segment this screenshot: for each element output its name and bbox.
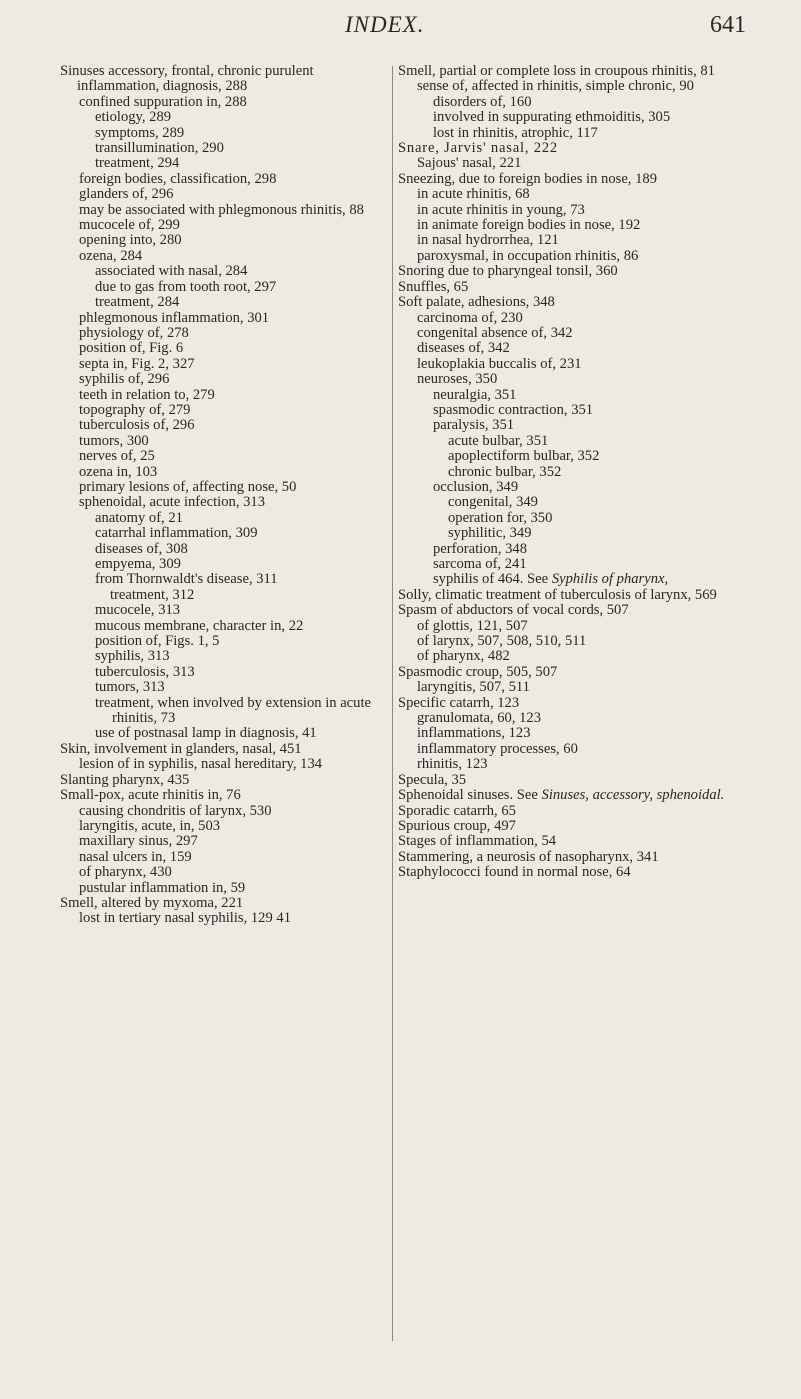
entry-text: involved in suppurating ethmoiditis, 305 bbox=[433, 109, 671, 126]
index-subentry bbox=[398, 680, 770, 695]
index-subentry bbox=[398, 418, 770, 433]
entry-text: symptoms, 289 bbox=[95, 124, 185, 141]
index-subentry bbox=[60, 804, 390, 819]
index-subentry bbox=[60, 372, 390, 387]
entry-text: granulomata, 60, 123 bbox=[417, 710, 542, 727]
entry-text: treatment, 294 bbox=[95, 155, 180, 172]
index-subentry bbox=[60, 665, 390, 680]
index-entry bbox=[398, 295, 770, 310]
entry-text: disorders of, 160 bbox=[433, 93, 532, 110]
index-subentry bbox=[60, 619, 390, 634]
entry-text: perforation, 348 bbox=[433, 540, 528, 557]
index-subentry bbox=[60, 480, 390, 495]
index-subentry bbox=[60, 311, 390, 326]
index-subentry bbox=[398, 341, 770, 356]
entry-text: in acute rhinitis in young, 73 bbox=[417, 201, 585, 218]
entry-text: glanders of, 296 bbox=[79, 186, 174, 203]
entry-text: Sneezing, due to foreign bodies in nose, 189 bbox=[398, 170, 657, 187]
page-number: 641 bbox=[710, 12, 746, 38]
entry-text: position of, Figs. 1, 5 bbox=[95, 633, 220, 650]
entry-text: treatment, 284 bbox=[95, 294, 180, 311]
index-subentry bbox=[60, 511, 390, 526]
index-entry bbox=[398, 280, 770, 295]
index-subentry bbox=[60, 95, 390, 110]
page-header bbox=[0, 12, 801, 52]
index-subentry bbox=[60, 249, 390, 264]
entry-text: of glottis, 121, 507 bbox=[417, 617, 528, 634]
index-subentry bbox=[398, 79, 770, 94]
entry-text: sarcoma of, 241 bbox=[433, 556, 527, 572]
entry-text: Smell, partial or complete loss in croupous rhinitis, 81 bbox=[398, 63, 715, 79]
entry-text: anatomy of, 21 bbox=[95, 509, 183, 526]
cross-reference: Sinuses, accessory, sphenoidal. bbox=[541, 787, 725, 804]
entry-text: etiology, 289 bbox=[95, 109, 172, 126]
entry-text: in animate foreign bodies in nose, 192 bbox=[417, 217, 641, 234]
index-subentry bbox=[398, 326, 770, 341]
index-subentry bbox=[60, 603, 390, 618]
index-subentry bbox=[398, 619, 770, 634]
entry-text: mucocele of, 299 bbox=[79, 217, 180, 234]
index-entry bbox=[398, 665, 770, 680]
entry-text: in nasal hydrorrhea, 121 bbox=[417, 232, 559, 249]
entry-text: Smell, altered by myxoma, 221 bbox=[60, 894, 244, 911]
index-subentry bbox=[398, 233, 770, 248]
index-entry bbox=[60, 773, 390, 788]
entry-text: lesion of in syphilis, nasal hereditary, 134 bbox=[79, 756, 323, 773]
entry-text: ozena, 284 bbox=[79, 247, 143, 264]
index-subentry bbox=[60, 264, 390, 279]
entry-text: lost in rhinitis, atrophic, 117 bbox=[433, 124, 598, 141]
entry-text: leukoplakia buccalis of, 231 bbox=[417, 355, 582, 372]
entry-text: paroxysmal, in occupation rhinitis, 86 bbox=[417, 247, 639, 264]
index-subentry bbox=[398, 403, 770, 418]
index-subentry bbox=[60, 465, 390, 480]
entry-text: spasmodic contraction, 351 bbox=[433, 401, 594, 418]
entry-text: Slanting pharynx, 435 bbox=[60, 771, 190, 788]
index-subentry bbox=[60, 341, 390, 356]
running-title: INDEX. bbox=[345, 12, 425, 37]
index-subentry bbox=[60, 326, 390, 341]
entry-text: foreign bodies, classification, 298 bbox=[79, 170, 277, 187]
entry-text: nerves of, 25 bbox=[79, 448, 155, 465]
index-subentry bbox=[398, 526, 770, 541]
index-subentry bbox=[60, 850, 390, 865]
index-entry bbox=[398, 264, 770, 279]
entry-text: laryngitis, 507, 511 bbox=[417, 679, 530, 696]
index-subentry bbox=[60, 126, 390, 141]
entry-text: position of, Fig. 6 bbox=[79, 340, 184, 357]
index-subentry bbox=[398, 95, 770, 110]
entry-text: apoplectiform bulbar, 352 bbox=[448, 448, 600, 465]
index-subentry bbox=[60, 757, 390, 772]
entry-text: treatment, when involved by extension in acute rhinitis, 73 bbox=[95, 694, 371, 727]
entry-text: causing chondritis of larynx, 530 bbox=[79, 802, 272, 819]
entry-text: operation for, 350 bbox=[448, 509, 553, 526]
entry-text: Soft palate, adhesions, 348 bbox=[398, 294, 555, 311]
index-subentry bbox=[60, 418, 390, 433]
entry-text: ozena in, 103 bbox=[79, 463, 158, 480]
index-entry bbox=[398, 788, 770, 803]
index-entry bbox=[398, 804, 770, 819]
index-subentry bbox=[60, 156, 390, 171]
entry-text: mucous membrane, character in, 22 bbox=[95, 617, 304, 634]
entry-text: Solly, climatic treatment of tuberculosis of larynx, 569 bbox=[398, 586, 717, 603]
entry-text: carcinoma of, 230 bbox=[417, 309, 523, 326]
entry-text: mucocele, 313 bbox=[95, 602, 181, 619]
entry-text: Spasm of abductors of vocal cords, 507 bbox=[398, 602, 629, 619]
entry-text: Staphylococci found in normal nose, 64 bbox=[398, 864, 631, 881]
column-divider bbox=[392, 66, 393, 1341]
index-subentry bbox=[398, 711, 770, 726]
index-subentry bbox=[398, 542, 770, 557]
entry-text: Skin, involvement in glanders, nasal, 451 bbox=[60, 740, 302, 757]
entry-text: inflammatory processes, 60 bbox=[417, 740, 578, 757]
index-subentry bbox=[60, 203, 390, 218]
index-subentry bbox=[60, 881, 390, 896]
index-subentry bbox=[60, 911, 390, 926]
index-subentry bbox=[60, 542, 390, 557]
index-subentry bbox=[60, 495, 390, 510]
entry-text: chronic bulbar, 352 bbox=[448, 463, 562, 480]
entry-text: opening into, 280 bbox=[79, 232, 182, 249]
index-subentry bbox=[398, 110, 770, 125]
index-entry bbox=[398, 773, 770, 788]
index-entry bbox=[60, 788, 390, 803]
entry-text: tuberculosis, 313 bbox=[95, 663, 195, 680]
entry-text: Sphenoidal sinuses. See bbox=[398, 787, 538, 804]
index-subentry bbox=[60, 141, 390, 156]
index-subentry bbox=[398, 126, 770, 141]
entry-text: tumors, 313 bbox=[95, 679, 165, 696]
index-subentry bbox=[60, 280, 390, 295]
index-subentry bbox=[60, 557, 390, 572]
entry-text: Snoring due to pharyngeal tonsil, 360 bbox=[398, 263, 618, 280]
entry-text: sphenoidal, acute infection, 313 bbox=[79, 494, 266, 511]
index-subentry bbox=[60, 726, 390, 741]
index-subentry bbox=[398, 649, 770, 664]
index-column-left bbox=[60, 64, 390, 927]
entry-text: from Thornwaldt's disease, 311 bbox=[95, 571, 278, 588]
entry-text: topography of, 279 bbox=[79, 401, 191, 418]
index-column-right bbox=[398, 64, 770, 881]
index-subentry bbox=[60, 634, 390, 649]
index-entry bbox=[60, 742, 390, 757]
index-subentry bbox=[398, 557, 770, 572]
index-subentry bbox=[60, 526, 390, 541]
index-subentry bbox=[60, 295, 390, 310]
entry-text: physiology of, 278 bbox=[79, 324, 189, 341]
entry-text: sense of, affected in rhinitis, simple chronic, 90 bbox=[417, 78, 694, 95]
index-subentry bbox=[60, 588, 390, 603]
entry-text: acute bulbar, 351 bbox=[448, 432, 549, 449]
index-subentry bbox=[398, 480, 770, 495]
entry-text: Sporadic catarrh, 65 bbox=[398, 802, 516, 819]
cross-reference: Syphilis of pharynx, bbox=[551, 571, 669, 588]
entry-text: congenital, 349 bbox=[448, 494, 538, 511]
index-subentry bbox=[60, 572, 390, 587]
entry-text: tumors, 300 bbox=[79, 432, 149, 449]
index-entry bbox=[398, 850, 770, 865]
entry-text: treatment, 312 bbox=[110, 586, 195, 603]
index-subentry bbox=[398, 388, 770, 403]
entry-text: syphilis of, 296 bbox=[79, 371, 170, 388]
index-subentry bbox=[398, 511, 770, 526]
entry-text: neuroses, 350 bbox=[417, 371, 498, 388]
index-subentry bbox=[398, 434, 770, 449]
index-subentry bbox=[398, 218, 770, 233]
index-entry bbox=[60, 896, 390, 911]
entry-text: in acute rhinitis, 68 bbox=[417, 186, 530, 203]
index-subentry bbox=[398, 449, 770, 464]
entry-text: syphilis, 313 bbox=[95, 648, 170, 665]
entry-text: Stammering, a neurosis of nasopharynx, 341 bbox=[398, 848, 659, 865]
entry-text: Sinuses accessory, frontal, chronic purulent inflammation, diagnosis, 288 bbox=[60, 63, 314, 95]
entry-text: Sajous' nasal, 221 bbox=[417, 155, 522, 172]
entry-text: tuberculosis of, 296 bbox=[79, 417, 195, 434]
index-subentry bbox=[60, 819, 390, 834]
index-entry bbox=[398, 819, 770, 834]
index-subentry bbox=[398, 495, 770, 510]
entry-text: may be associated with phlegmonous rhinitis, 88 bbox=[79, 201, 364, 218]
entry-text: maxillary sinus, 297 bbox=[79, 833, 198, 850]
index-subentry bbox=[398, 726, 770, 741]
entry-text: Specula, 35 bbox=[398, 771, 467, 788]
entry-text: Spasmodic croup, 505, 507 bbox=[398, 663, 558, 680]
index-subentry bbox=[398, 311, 770, 326]
index-entry bbox=[398, 64, 770, 79]
index-entry bbox=[398, 865, 770, 880]
entry-text: teeth in relation to, 279 bbox=[79, 386, 215, 403]
index-subentry bbox=[60, 110, 390, 125]
entry-text: of pharynx, 430 bbox=[79, 864, 172, 881]
index-subentry bbox=[398, 187, 770, 202]
entry-text: Spurious croup, 497 bbox=[398, 817, 516, 834]
entry-text: primary lesions of, affecting nose, 50 bbox=[79, 478, 297, 495]
index-subentry bbox=[398, 357, 770, 372]
entry-text: syphilitic, 349 bbox=[448, 525, 532, 542]
entry-text: Stages of inflammation, 54 bbox=[398, 833, 557, 850]
entry-text: of pharynx, 482 bbox=[417, 648, 510, 665]
entry-text: laryngitis, acute, in, 503 bbox=[79, 817, 221, 834]
entry-text: use of postnasal lamp in diagnosis, 41 bbox=[95, 725, 317, 742]
index-entry bbox=[398, 141, 770, 156]
entry-text: nasal ulcers in, 159 bbox=[79, 848, 192, 865]
index-entry bbox=[60, 64, 390, 95]
entry-text: neuralgia, 351 bbox=[433, 386, 517, 403]
index-subentry bbox=[398, 203, 770, 218]
entry-text: due to gas from tooth root, 297 bbox=[95, 278, 277, 295]
entry-text: rhinitis, 123 bbox=[417, 756, 488, 773]
index-subentry bbox=[398, 757, 770, 772]
index-subentry bbox=[60, 187, 390, 202]
index-subentry bbox=[398, 634, 770, 649]
entry-text: Snare, Jarvis' nasal, 222 bbox=[398, 140, 559, 157]
entry-text: transillumination, 290 bbox=[95, 140, 224, 157]
entry-text: phlegmonous inflammation, 301 bbox=[79, 309, 270, 326]
index-subentry bbox=[60, 218, 390, 233]
entry-text: pustular inflammation in, 59 bbox=[79, 879, 246, 896]
index-entry bbox=[398, 172, 770, 187]
index-subentry bbox=[60, 357, 390, 372]
entry-text: associated with nasal, 284 bbox=[95, 263, 248, 280]
entry-text: catarrhal inflammation, 309 bbox=[95, 525, 258, 542]
index-entry bbox=[398, 603, 770, 618]
entry-text: lost in tertiary nasal syphilis, 129 41 bbox=[79, 910, 291, 927]
index-subentry bbox=[60, 696, 390, 727]
index-subentry bbox=[60, 388, 390, 403]
index-entry bbox=[398, 696, 770, 711]
index-subentry bbox=[398, 742, 770, 757]
index-subentry bbox=[60, 865, 390, 880]
entry-text: syphilis of 464. See bbox=[433, 571, 549, 588]
index-subentry bbox=[60, 649, 390, 664]
entry-text: diseases of, 308 bbox=[95, 540, 188, 557]
entry-text: septa in, Fig. 2, 327 bbox=[79, 355, 195, 372]
entry-text: Specific catarrh, 123 bbox=[398, 694, 520, 711]
entry-text: of larynx, 507, 508, 510, 511 bbox=[417, 633, 587, 650]
entry-text: paralysis, 351 bbox=[433, 417, 515, 434]
index-subentry bbox=[60, 172, 390, 187]
index-subentry bbox=[60, 834, 390, 849]
entry-text: occlusion, 349 bbox=[433, 478, 519, 495]
entry-text: confined suppuration in, 288 bbox=[79, 93, 247, 110]
index-subentry bbox=[398, 372, 770, 387]
index-subentry bbox=[398, 465, 770, 480]
index-subentry bbox=[398, 572, 770, 587]
entry-text: Small-pox, acute rhinitis in, 76 bbox=[60, 787, 241, 804]
index-subentry bbox=[60, 434, 390, 449]
entry-text: inflammations, 123 bbox=[417, 725, 531, 742]
index-subentry bbox=[398, 156, 770, 171]
entry-text: Snuffles, 65 bbox=[398, 278, 469, 295]
index-subentry bbox=[60, 233, 390, 248]
index-entry bbox=[398, 588, 770, 603]
index-subentry bbox=[60, 403, 390, 418]
entry-text: diseases of, 342 bbox=[417, 340, 510, 357]
index-entry bbox=[398, 834, 770, 849]
index-subentry bbox=[60, 449, 390, 464]
index-subentry bbox=[398, 249, 770, 264]
index-subentry bbox=[60, 680, 390, 695]
entry-text: congenital absence of, 342 bbox=[417, 324, 573, 341]
entry-text: empyema, 309 bbox=[95, 556, 181, 572]
